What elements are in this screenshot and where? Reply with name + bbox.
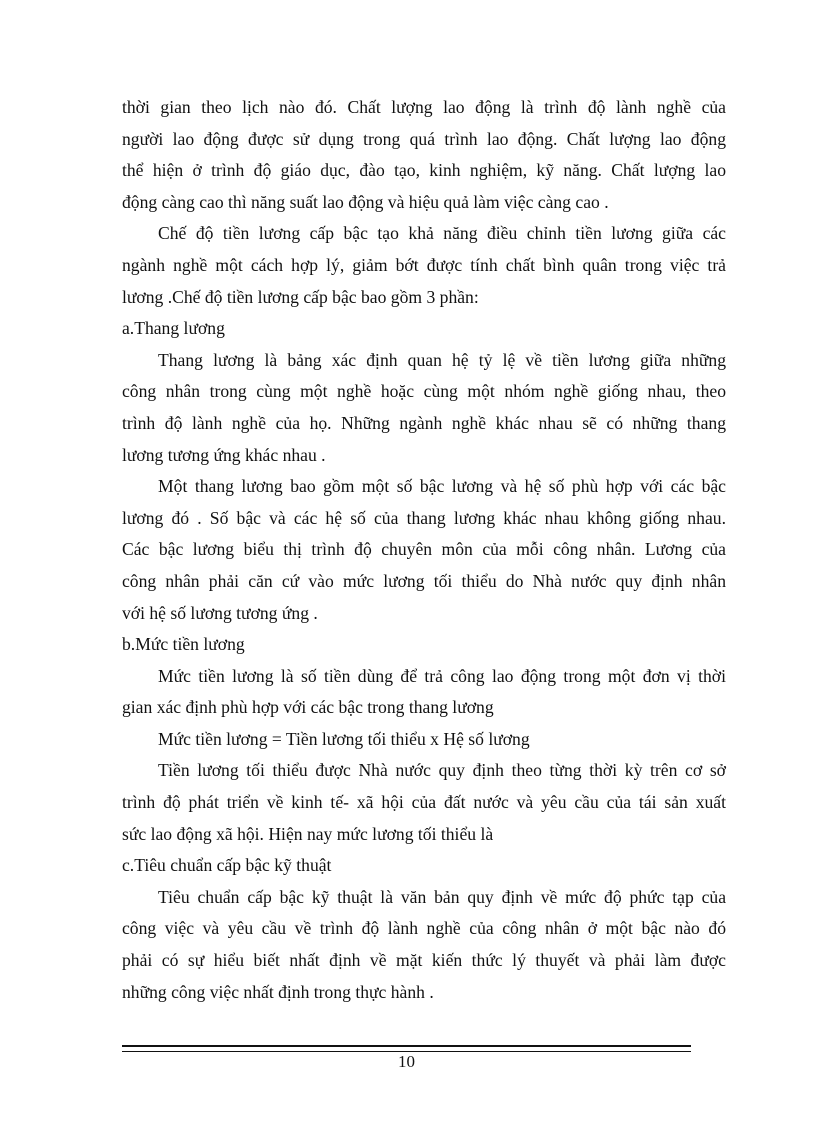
text-line: Các bậc lương biểu thị trình độ chuyên môn của mỗi công nhân. Lương của <box>122 539 726 560</box>
text-line: Tiền lương tối thiểu được Nhà nước quy định theo từng thời kỳ trên cơ sở <box>158 760 726 781</box>
document-body <box>122 92 726 1008</box>
text-line: người lao động được sử dụng trong quá trình lao động. Chất lượng lao động <box>122 128 726 149</box>
text-line: những công việc nhất định trong thực hành . <box>122 981 434 1002</box>
text-line: thời gian theo lịch nào đó. Chất lượng lao động là trình độ lành nghề của <box>122 97 726 117</box>
text-line: gian xác định phù hợp với các bậc trong thang lương <box>122 697 494 718</box>
footer-rule <box>122 1045 691 1052</box>
text-line: công nhân phải căn cứ vào mức lương tối thiểu do Nhà nước quy định nhân <box>122 570 726 591</box>
text-line: công nhân trong cùng một nghề hoặc cùng một nhóm nghề giống nhau, theo <box>122 381 726 402</box>
text-line: công việc và yêu cầu về trình độ lành nghề của công nhân ở một bậc nào đó <box>122 918 726 939</box>
text-line: Tiêu chuẩn cấp bậc kỹ thuật là văn bản quy định về mức độ phức tạp của <box>158 886 726 907</box>
page-number: 10 <box>398 1052 415 1071</box>
text-line: động càng cao thì năng suất lao động và hiệu quả làm việc càng cao . <box>122 191 609 212</box>
text-line: ngành nghề một cách hợp lý, giảm bớt được tính chất bình quân trong việc trả <box>122 254 726 275</box>
section-heading: c.Tiêu chuẩn cấp bậc kỹ thuật <box>122 855 332 876</box>
text-line: trình độ phát triển về kinh tế- xã hội của đất nước và yêu cầu của tái sản xuất <box>122 792 726 813</box>
text-line: Một thang lương bao gồm một số bậc lương và hệ số phù hợp với các bậc <box>158 476 726 497</box>
formula-line: Mức tiền lương = Tiền lương tối thiểu x Hệ số lương <box>158 728 530 749</box>
section-heading: b.Mức tiền lương <box>122 634 245 655</box>
text-line: lương đó . Số bậc và các hệ số của thang lương khác nhau không giống nhau. <box>122 507 726 528</box>
text-line: lương tương ứng khác nhau . <box>122 444 326 465</box>
section-heading: a.Thang lương <box>122 318 225 339</box>
text-line: phải có sự hiểu biết nhất định về mặt kiến thức lý thuyết và phải làm được <box>122 950 726 971</box>
text-line: lương .Chế độ tiền lương cấp bậc bao gồm 3 phần: <box>122 286 479 307</box>
text-line: sức lao động xã hội. Hiện nay mức lương tối thiểu là <box>122 823 494 844</box>
text-line: Chế độ tiền lương cấp bậc tạo khả năng điều chỉnh tiền lương giữa các <box>158 223 726 244</box>
text-line: với hệ số lương tương ứng . <box>122 602 318 623</box>
text-line: Mức tiền lương là số tiền dùng để trả công lao động trong một đơn vị thời <box>158 665 726 686</box>
text-line: trình độ lành nghề của họ. Những ngành nghề khác nhau sẽ có những thang <box>122 412 726 433</box>
text-line: thể hiện ở trình độ giáo dục, đào tạo, kinh nghiệm, kỹ năng. Chất lượng lao <box>122 160 726 181</box>
text-line: Thang lương là bảng xác định quan hệ tỷ lệ về tiền lương giữa những <box>158 349 726 370</box>
